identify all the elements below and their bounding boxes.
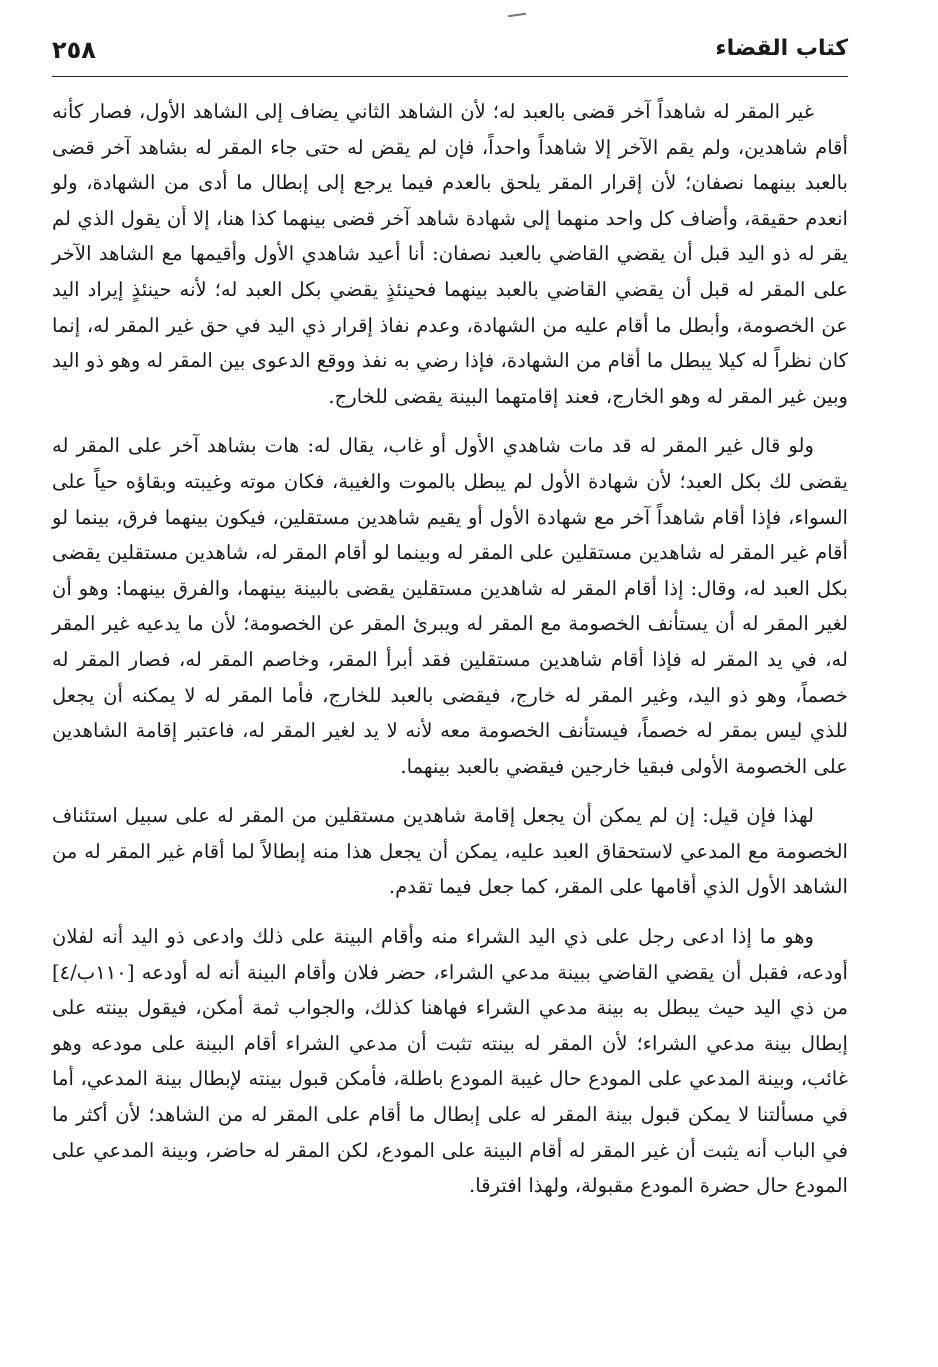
scan-mark bbox=[508, 13, 526, 17]
header-rule bbox=[52, 76, 848, 77]
running-title: كتاب القضاء bbox=[715, 36, 848, 61]
paragraph: وهو ما إذا ادعى رجل على ذي اليد الشراء منه وأقام البينة على ذلك وادعى ذو اليد أنه لفلان أودعه، فقبل أن يقضي القاضي ببينة مدعي الشراء، حضر فلان وأقام البينة أنه له أودعه [١١٠ب/٤] من ذي اليد حيث يبطل به بينة مدعي الشراء فهاهنا كذلك، والجواب ثمة أمكن، فيقول بينته على إبطال بينة مدعي الشراء؛ لأن المقر له بينته تثبت أن مدعي الشراء أقام البينة على مودعه وهو غائب، وبينة المدعي على المودع حال غيبة المودع باطلة، فأمكن قبول بينته لإبطال بينة المدعي، أما في مسألتنا لا يمكن قبول بينة المقر له على إبطال ما أقام على المقر له من الشاهد؛ لأن أكثر ما في الباب أنه يثبت أن غير المقر له أقام البينة على المودع، لكن المقر له حاضر، وبينة المدعي على المودع حال حضرة المودع مقبولة، ولهذا افترقا. bbox=[52, 925, 849, 1198]
page-header bbox=[52, 30, 848, 74]
body-text bbox=[52, 94, 848, 1204]
page-number: ٢٥٨ bbox=[52, 36, 96, 64]
paragraph: لهذا فإن قيل: إن لم يمكن أن يجعل إقامة شاهدين مستقلين من المقر له على سبيل استئناف الخصومة مع المدعي لاستحقاق العبد عليه، يمكن أن يجعل هذا منه إبطالاً لما أقام غير المقر له من الشاهد الأول الذي أقامها على المقر، كما جعل فيما تقدم. bbox=[52, 804, 848, 899]
paragraph: غير المقر له شاهداً آخر قضى بالعبد له؛ لأن الشاهد الثاني يضاف إلى الشاهد الأول، فصار كأنه أقام شاهدين، ولم يقم الآخر إلا شاهداً واحداً، فإن لم يقض له حتى جاء المقر له بشاهد آخر قضى بالعبد بينهما نصفان؛ لأن إقرار المقر يلحق بالعدم فيما يرجع إلى إبطال ما أدى من الشهادة، ولو انعدم حقيقة، وأضاف كل واحد منهما إلى شهادة شاهد آخر قضى بينهما كذا هنا، إلا أن يقول الذي لم يقر له ذو اليد قبل أن يقضي القاضي بالعبد نصفان: أنا أعيد شاهدي الأول وأقيمها مع الشاهد الآخر على المقر له قبل أن يقضي القاضي بالعبد بينهما فحينئذٍ يقضي بكل العبد له؛ لأنه حينئذٍ إيراد اليد عن الخصومة، وأبطل ما أقام عليه من الشهادة، وعدم نفاذ إقرار ذي اليد في حق غير المقر له، إنما كان نظراً له كيلا يبطل ما أقام من الشهادة، فإذا رضي به نفذ ووقع الدعوى بين المقر له وهو ذو اليد وبين غير المقر له وهو الخارج، فعند إقامتهما البينة يقضى للخارج. bbox=[52, 100, 848, 408]
paragraph: ولو قال غير المقر له قد مات شاهدي الأول أو غاب، يقال له: هات بشاهد آخر على المقر له يقضى لك بكل العبد؛ لأن شهادة الأول لم يبطل بالموت والغيبة، فكان موته وغيبته وبقاؤه حياً على السواء، فإذا أقام شاهداً آخر مع شهادة الأول أو يقيم شاهدين مستقلين، فيكون بينهما فرق، بينما لو أقام غير المقر له شاهدين مستقلين على المقر له وبينما لو أقام المقر له، شاهدين مستقلين يقضى بكل العبد له، وقال: إذا أقام المقر له شاهدين مستقلين يقضى بالبينة بينهما، والفرق بينهما: وهو أن لغير المقر له أن يستأنف الخصومة مع المقر له ويبرئ المقر عن الخصومة؛ لأن ما يدعيه غير المقر له، في يد المقر له فإذا أقام شاهدين مستقلين فقد أبرأ المقر، وخاصم المقر له، فصار المقر له خصماً، وهو ذو اليد، وغير المقر له خارج، فيقضى بالعبد للخارج، فأما المقر له لا يمكنه أن يجعل للذي ليس بمقر له خصماً، فيستأنف الخصومة معه لأنه لا يد لغير المقر له، فاعتبر إقامة الشاهدين على الخصومة الأولى فبقيا خارجين فيقضي بالعبد بينهما. bbox=[52, 434, 848, 778]
